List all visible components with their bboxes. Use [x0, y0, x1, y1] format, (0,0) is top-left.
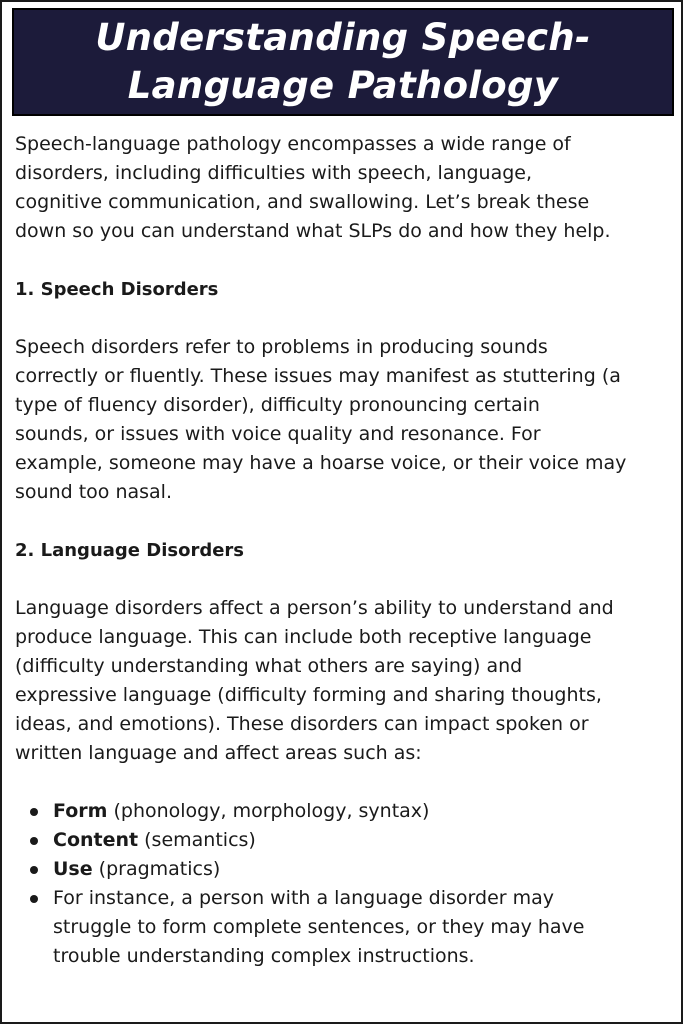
list-item-detail: (phonology, morphology, syntax): [107, 800, 430, 822]
text-line: Speech disorders refer to problems in producing sounds: [15, 336, 548, 358]
speech-disorders-paragraph: [15, 333, 683, 507]
spacer: [15, 768, 683, 797]
title-line: Language Pathology: [127, 64, 559, 107]
text-line: sounds, or issues with voice quality and resonance. For: [15, 423, 541, 445]
text-line: correctly or fluently. These issues may manifest as stuttering (a: [15, 365, 621, 387]
list-item-term: Use: [53, 858, 93, 880]
intro-paragraph: [15, 130, 683, 246]
bullet-icon: [30, 808, 38, 816]
title-banner: [12, 8, 674, 116]
list-item-detail: (pragmatics): [92, 858, 221, 880]
language-disorders-paragraph: [15, 594, 683, 768]
text-line: (difficulty understanding what others are saying) and: [15, 655, 523, 677]
article-body: [15, 130, 683, 971]
section-heading-language-disorders: 2. Language Disorders: [15, 540, 245, 561]
text-line: down so you can understand what SLPs do and how they help.: [15, 220, 611, 242]
list-item-detail: (semantics): [138, 829, 256, 851]
text-line: sound too nasal.: [15, 481, 172, 503]
page-title: [95, 14, 590, 110]
text-line: written language and affect areas such as:: [15, 742, 422, 764]
list-item-term: Content: [53, 829, 139, 851]
text-line: Language disorders affect a person’s ability to understand and: [15, 597, 614, 619]
spacer: [15, 304, 683, 333]
bullet-icon: [30, 866, 38, 874]
section-heading-speech-disorders: 1. Speech Disorders: [15, 279, 219, 300]
text-line: disorders, including difficulties with speech, language,: [15, 162, 533, 184]
text-line: For instance, a person with a language disorder may: [53, 887, 555, 909]
list-item: [15, 855, 683, 884]
text-line: type of fluency disorder), difficulty pronouncing certain: [15, 394, 540, 416]
text-line: example, someone may have a hoarse voice, or their voice may: [15, 452, 627, 474]
list-item: [15, 884, 683, 971]
text-line: Speech-language pathology encompasses a wide range of: [15, 133, 571, 155]
bullet-icon: [30, 837, 38, 845]
text-line: produce language. This can include both receptive language: [15, 626, 592, 648]
spacer: [15, 507, 683, 536]
text-line: struggle to form complete sentences, or they may have: [53, 916, 585, 938]
text-line: expressive language (difficulty forming and sharing thoughts,: [15, 684, 602, 706]
spacer: [15, 565, 683, 594]
list-item: [15, 797, 683, 826]
list-item: [15, 826, 683, 855]
spacer: [15, 246, 683, 275]
text-line: trouble understanding complex instructions.: [53, 945, 475, 967]
title-line: Understanding Speech-: [95, 16, 591, 59]
list-item-term: Form: [53, 800, 108, 822]
text-line: cognitive communication, and swallowing. Let’s break these: [15, 191, 590, 213]
language-areas-list: [15, 797, 683, 971]
text-line: ideas, and emotions). These disorders can impact spoken or: [15, 713, 589, 735]
bullet-icon: [30, 895, 38, 903]
